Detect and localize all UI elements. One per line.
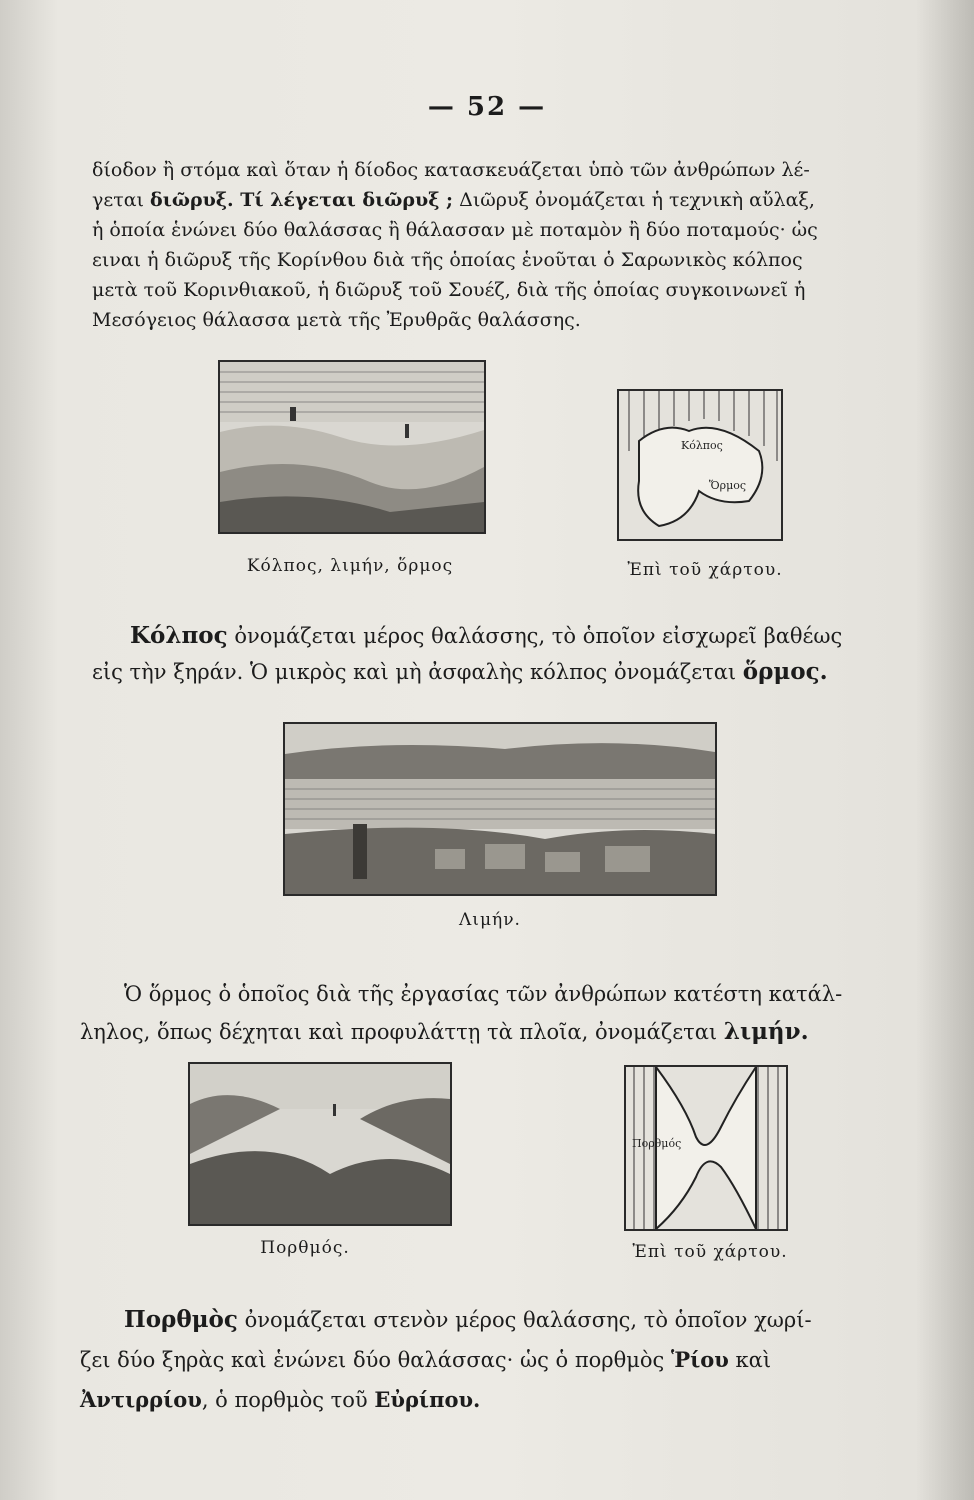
page-number: — 52 —	[427, 92, 547, 122]
line: Μεσόγειος θάλασσα μετὰ τῆς Ἐρυθρᾶς θαλάσσης.	[92, 309, 581, 331]
line	[80, 1340, 922, 1380]
gulf-map-caption: Ἐπὶ τοῦ χάρτου.	[627, 560, 783, 580]
text: , ὁ πορθμὸς τοῦ	[201, 1388, 375, 1412]
paragraph-canal	[92, 155, 922, 335]
harbor-caption: Λιμήν.	[459, 910, 521, 930]
keyword-ormos: ὅρμος.	[742, 658, 828, 685]
text: ληλος, ὅπως δέχηται καὶ προφυλάττῃ τὰ πλοῖα, ὀνομάζεται	[80, 1020, 724, 1044]
place-evripos: Εὐρίπου.	[374, 1387, 481, 1412]
text: γεται	[92, 189, 151, 211]
place-rio: Ῥίου	[670, 1347, 729, 1372]
line: ειναι ἡ διῶρυξ τῆς Κορίνθου διὰ τῆς ὁποίας ἑνοῦται ὁ Σαρωνικὸς κόλπος	[92, 249, 803, 271]
paragraph-strait	[80, 1300, 922, 1420]
keyword-limin: λιμήν.	[723, 1018, 809, 1045]
gulf-map-label-kolpos: Κόλπος	[681, 439, 723, 452]
line	[80, 975, 922, 1013]
line	[80, 1013, 922, 1051]
line: δίοδον ἢ στόμα καὶ ὅταν ἡ δίοδος κατασκευάζεται ὑπὸ τῶν ἀνθρώπων λέ-	[92, 159, 810, 181]
line: ἡ ὁποία ἑνώνει δύο θαλάσσας ἢ θάλασσαν μὲ ποταμὸν ἢ δύο ποταμούς· ὡς	[92, 219, 818, 241]
harbor-engraving	[283, 722, 717, 896]
strait-engraving	[188, 1062, 452, 1226]
keyword-kolpos: Κόλπος	[130, 622, 228, 649]
gulf-caption: Κόλπος, λιμήν, ὅρμος	[246, 556, 454, 576]
keyword-porthmos: Πορθμὸς	[124, 1306, 238, 1333]
text: καὶ	[728, 1348, 772, 1372]
line	[80, 1300, 922, 1340]
gulf-engraving	[218, 360, 486, 534]
text: ὀνομάζεται μέρος θαλάσσης, τὸ ὁποῖον εἰσχωρεῖ βαθέως	[227, 624, 843, 648]
place-antirrio: Ἀντιρρίου	[80, 1387, 202, 1412]
line	[92, 618, 922, 654]
line	[80, 1380, 922, 1420]
line	[92, 654, 922, 690]
strait-map	[624, 1065, 788, 1231]
paragraph-harbor	[80, 975, 922, 1051]
canal-question: διῶρυξ. Τί λέγεται διῶρυξ ;	[150, 189, 454, 211]
gulf-map	[617, 389, 783, 541]
line	[92, 185, 922, 215]
gulf-map-label-ormos: Ὅρμος	[709, 479, 747, 492]
paragraph-gulf	[92, 618, 922, 690]
text: Ὁ ὅρμος ὁ ὁποῖος διὰ τῆς ἐργασίας τῶν ἀνθρώπων κατέστη κατάλ-	[124, 982, 843, 1006]
text: ζει δύο ξηρὰς καὶ ἑνώνει δύο θαλάσσας· ὡς ὁ πορθμὸς	[80, 1348, 671, 1372]
line: μετὰ τοῦ Κορινθιακοῦ, ἡ διῶρυξ τοῦ Σουέζ, διὰ τῆς ὁποίας συγκοινωνεῖ ἡ	[92, 279, 806, 301]
text: εἰς τὴν ξηράν. Ὁ μικρὸς καὶ μὴ ἀσφαλὴς κόλπος ὀνομάζεται	[92, 660, 743, 684]
text: ὀνομάζεται στενὸν μέρος θαλάσσης, τὸ ὁποῖον χωρί-	[237, 1308, 812, 1332]
strait-map-caption: Ἐπὶ τοῦ χάρτου.	[632, 1242, 788, 1262]
strait-map-label: Πορθμός	[632, 1137, 682, 1150]
text: Διῶρυξ ὀνομάζεται ἡ τεχνικὴ αὔλαξ,	[453, 189, 815, 211]
strait-caption: Πορθμός.	[260, 1238, 350, 1258]
